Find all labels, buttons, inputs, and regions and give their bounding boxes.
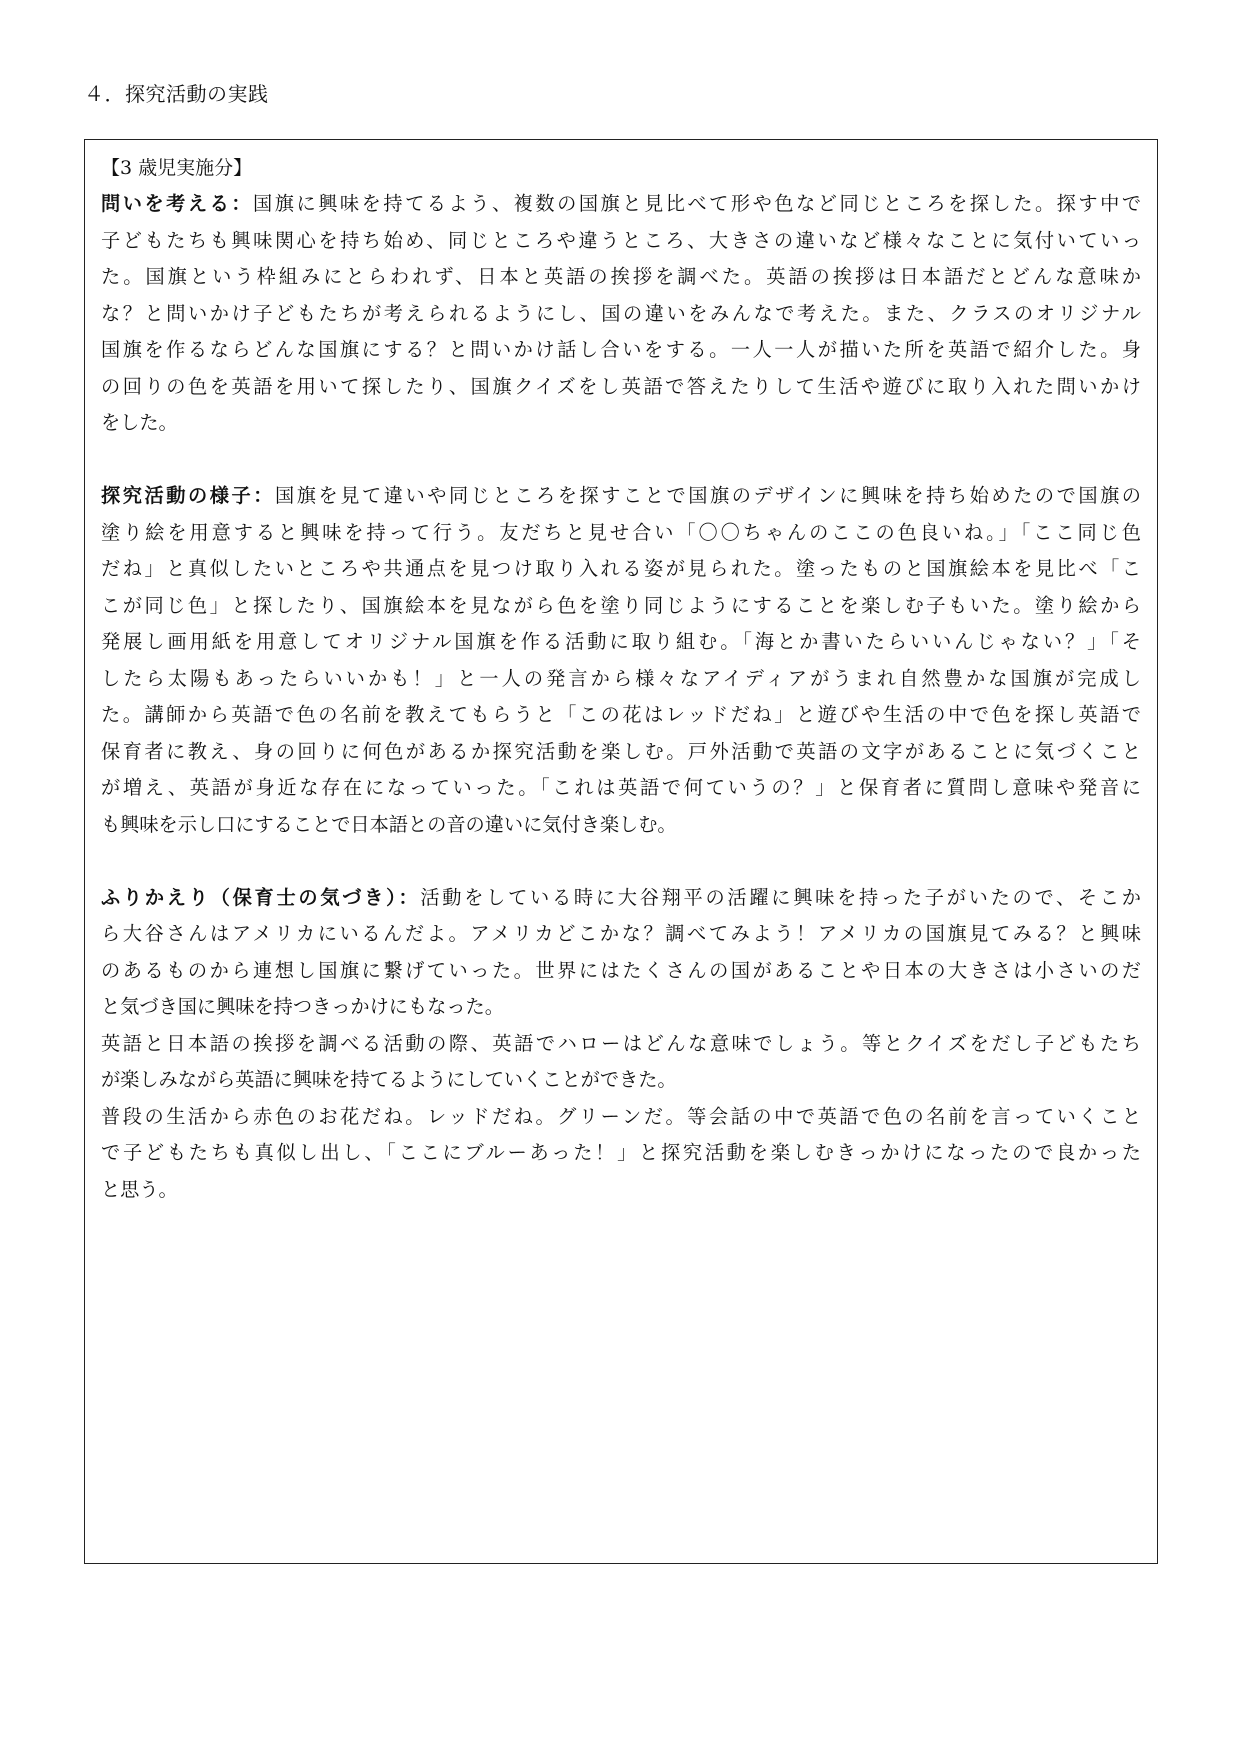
section-reflection-heading: ふりかえり（保育士の気づき）： — [101, 885, 421, 909]
section-spacer — [101, 843, 1141, 880]
section-reflection-line: と気づき国に興味を持つきっかけにもなった。 — [101, 995, 504, 1018]
section-activity-line — [101, 478, 1141, 515]
section-activity-line: た。講師から英語で色の名前を教えてもらうと「この花はレッドだね」と遊びや生活の中で色を探し英語で — [101, 703, 1141, 726]
age-group-label: 【3 歳児実施分】 — [101, 157, 253, 179]
section-activity-line: も興味を示し口にすることで日本語との音の違いに気付き楽しむ。 — [101, 812, 677, 836]
section-reflection-line: で子どもたちも真似し出し、「ここにブルーあった！」と探究活動を楽しむきっかけになったので良かった — [101, 1141, 1141, 1164]
section-inquiry-line: 国旗を作るならどんな国旗にする？と問いかけ話し合いをする。一人一人が描いた所を英語で紹介した。身 — [101, 338, 1141, 361]
section-reflection-line: のあるものから連想し国旗に繋げていった。世界にはたくさんの国があることや日本の大きさは小さいのだ — [101, 958, 1141, 982]
section-activity-line: こが同じ色」と探したり、国旗絵本を見ながら色を塗り同じようにすることを楽しむ子もいた。塗り絵から — [101, 593, 1141, 617]
section-inquiry-line: な？と問いかけ子どもたちが考えられるようにし、国の違いをみんなで考えた。また、クラスのオリジナル — [101, 301, 1141, 325]
section-inquiry-line — [101, 186, 1141, 223]
section-inquiry-line: 子どもたちも興味関心を持ち始め、同じところや違うところ、大きさの違いなど様々なことに気付いていっ — [101, 228, 1141, 252]
section-reflection-line: ら大谷さんはアメリカにいるんだよ。アメリカどこかな？調べてみよう！アメリカの国旗見てみる？と興味 — [101, 922, 1141, 945]
section-inquiry-heading: 問いを考える： — [101, 192, 254, 215]
section-spacer — [101, 442, 1141, 479]
section-activity-line: 塗り絵を用意すると興味を持って行う。友だちと見せ合い「〇〇ちゃんのここの色良いね。」「ここ同じ色 — [101, 520, 1141, 544]
section-reflection-line: 英語と日本語の挨拶を調べる活動の際、英語でハローはどんな意味でしょう。等とクイズをだし子どもたち — [101, 1031, 1141, 1055]
section-activity-line: だね」と真似したいところや共通点を見つけ取り入れる姿が見られた。塗ったものと国旗絵本を見比べ「こ — [101, 557, 1141, 580]
section-activity-line: 保育者に教え、身の回りに何色があるか探究活動を楽しむ。戸外活動で英語の文字があることに気づくこと — [101, 739, 1141, 763]
section-reflection-line — [101, 880, 1141, 917]
practice-report-box — [84, 139, 1158, 1564]
report-body — [101, 150, 1141, 1208]
page-heading: ４．探究活動の実践 — [84, 82, 269, 106]
section-inquiry-text: 国旗に興味を持てるよう、複数の国旗と見比べて形や色など同じところを探した。探す中で — [253, 192, 1141, 215]
section-activity-text: 国旗を見て違いや同じところを探すことで国旗のデザインに興味を持ち始めたので国旗の — [274, 484, 1141, 507]
section-inquiry-line: の回りの色を英語を用いて探したり、国旗クイズをし英語で答えたりして生活や遊びに取り入れた問いかけ — [101, 374, 1141, 398]
section-reflection-text: 活動をしている時に大谷翔平の活躍に興味を持った子がいたので、そこか — [420, 885, 1141, 909]
section-activity-heading: 探究活動の様子： — [101, 484, 275, 507]
section-activity-line: したら太陽もあったらいいかも！」と一人の発言から様々なアイディアがうまれ自然豊かな国旗が完成し — [101, 666, 1141, 690]
section-inquiry-line: た。国旗という枠組みにとらわれず、日本と英語の挨拶を調べた。英語の挨拶は日本語だとどんな意味か — [101, 265, 1141, 288]
section-inquiry-line: をした。 — [101, 411, 178, 434]
section-reflection-line: と思う。 — [101, 1177, 178, 1201]
section-activity-line: が増え、英語が身近な存在になっていった。「これは英語で何ていうの？」と保育者に質問し意味や発音に — [101, 776, 1141, 799]
section-activity-line: 発展し画用紙を用意してオリジナル国旗を作る活動に取り組む。「海とか書いたらいいんじゃない？」「そ — [101, 630, 1141, 653]
section-reflection-line: 普段の生活から赤色のお花だね。レッドだね。グリーンだ。等会話の中で英語で色の名前を言っていくこと — [101, 1104, 1141, 1128]
section-reflection-line: が楽しみながら英語に興味を持てるようにしていくことができた。 — [101, 1068, 677, 1091]
